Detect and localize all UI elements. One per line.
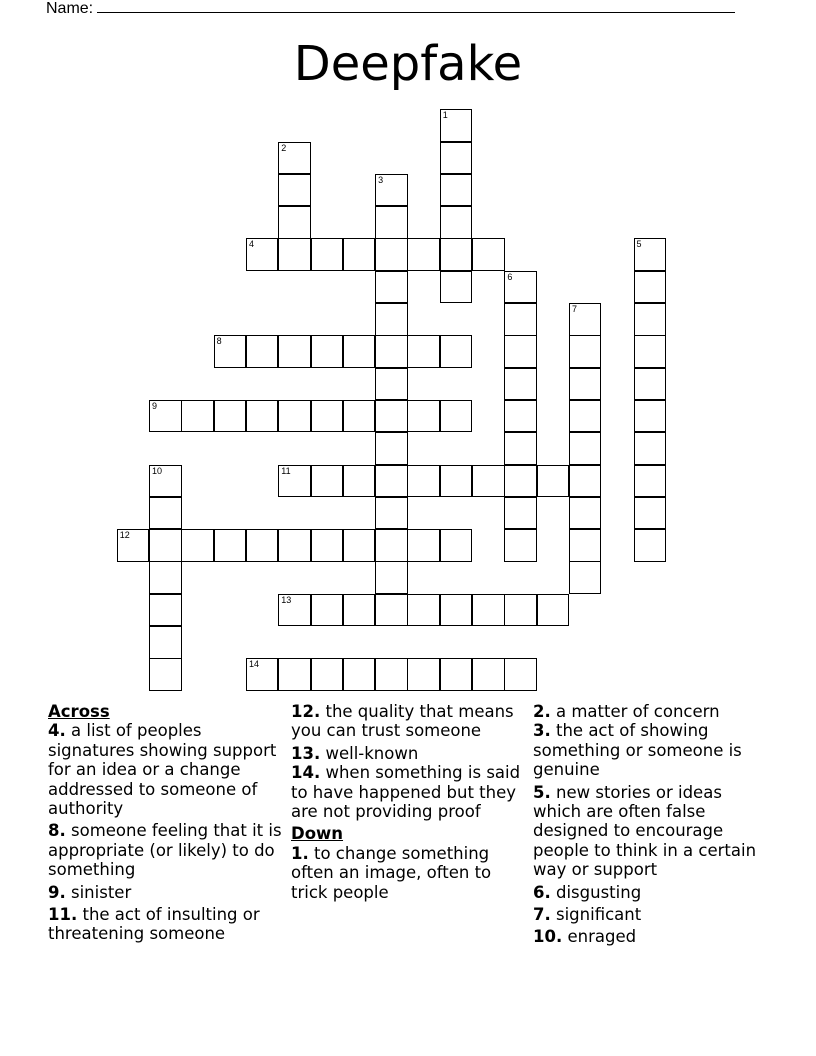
page-title: Deepfake xyxy=(293,36,523,92)
grid-cell[interactable] xyxy=(504,594,537,627)
clue-down-1 xyxy=(291,844,527,902)
clue-number-label: 7 xyxy=(571,304,577,315)
grid-cell[interactable] xyxy=(634,400,667,433)
grid-cell[interactable] xyxy=(149,594,182,627)
clues-column-1 xyxy=(48,702,284,947)
clue-text: to change something often an image, often to trick people xyxy=(291,843,492,902)
grid-cell[interactable] xyxy=(311,335,344,368)
clue-text: the quality that means you can trust someone xyxy=(291,702,514,741)
grid-cell[interactable] xyxy=(149,400,182,433)
clue-across-11 xyxy=(48,905,284,944)
grid-cell[interactable] xyxy=(278,529,311,562)
grid-cell[interactable] xyxy=(214,400,247,433)
grid-cell[interactable] xyxy=(569,335,602,368)
grid-cell[interactable] xyxy=(634,497,667,530)
clue-number-label: 8 xyxy=(216,336,222,347)
grid-cell[interactable] xyxy=(278,400,311,433)
clue-text: enraged xyxy=(567,927,637,947)
grid-cell[interactable] xyxy=(440,594,473,627)
grid-cell[interactable] xyxy=(278,658,311,691)
clue-text: disgusting xyxy=(556,882,642,902)
clue-across-14 xyxy=(291,763,527,821)
grid-cell[interactable] xyxy=(472,594,505,627)
clue-number-label: 4 xyxy=(248,239,254,250)
name-label: Name: xyxy=(46,0,94,17)
clue-number: 12. xyxy=(291,702,321,721)
clue-number: 6. xyxy=(533,882,551,902)
grid-cell[interactable] xyxy=(214,529,247,562)
grid-cell[interactable] xyxy=(375,594,408,627)
grid-cell[interactable] xyxy=(375,335,408,368)
grid-cell[interactable] xyxy=(504,303,537,336)
grid-cell[interactable] xyxy=(634,238,667,271)
clues-column-3 xyxy=(533,702,769,950)
grid-cell[interactable] xyxy=(343,465,376,498)
grid-cell[interactable] xyxy=(375,303,408,336)
grid-cell[interactable] xyxy=(149,465,182,498)
clue-number-label: 11 xyxy=(281,465,291,476)
grid-cell[interactable] xyxy=(278,465,311,498)
clue-number-label: 2 xyxy=(281,142,287,153)
grid-cell[interactable] xyxy=(375,271,408,304)
grid-cell[interactable] xyxy=(278,335,311,368)
grid-cell[interactable] xyxy=(246,400,279,433)
grid-cell[interactable] xyxy=(407,238,440,271)
grid-cell[interactable] xyxy=(311,658,344,691)
grid-cell[interactable] xyxy=(181,400,214,433)
grid-cell[interactable] xyxy=(343,335,376,368)
grid-cell[interactable] xyxy=(278,206,311,239)
grid-cell[interactable] xyxy=(278,594,311,627)
clue-number-label: 12 xyxy=(119,530,130,541)
grid-cell[interactable] xyxy=(311,594,344,627)
grid-cell[interactable] xyxy=(504,368,537,401)
clue-text: the act of insulting or threatening someone xyxy=(48,905,260,944)
grid-cell[interactable] xyxy=(440,271,473,304)
grid-cell[interactable] xyxy=(375,465,408,498)
grid-cell[interactable] xyxy=(117,529,150,562)
clue-down-2 xyxy=(533,702,769,721)
grid-cell[interactable] xyxy=(634,368,667,401)
clue-number: 3. xyxy=(533,721,551,741)
clue-across-4 xyxy=(48,721,284,818)
grid-cell[interactable] xyxy=(634,335,667,368)
clue-text: the act of showing something or someone is genuine xyxy=(533,721,742,780)
clue-number: 2. xyxy=(533,702,551,721)
grid-cell[interactable] xyxy=(407,465,440,498)
grid-cell[interactable] xyxy=(440,142,473,175)
across-heading: Across xyxy=(48,702,110,721)
clue-number: 7. xyxy=(533,905,551,925)
clue-number: 10. xyxy=(533,927,563,947)
clue-text: a matter of concern xyxy=(556,702,720,721)
grid-cell[interactable] xyxy=(440,529,473,562)
grid-cell[interactable] xyxy=(149,626,182,659)
grid-cell[interactable] xyxy=(375,206,408,239)
grid-cell[interactable] xyxy=(440,400,473,433)
grid-cell[interactable] xyxy=(407,594,440,627)
grid-cell[interactable] xyxy=(375,497,408,530)
clue-down-3 xyxy=(533,721,769,779)
grid-cell[interactable] xyxy=(472,465,505,498)
clue-across-9 xyxy=(48,883,284,902)
grid-cell[interactable] xyxy=(504,432,537,465)
grid-cell[interactable] xyxy=(440,174,473,207)
grid-cell[interactable] xyxy=(440,335,473,368)
grid-cell[interactable] xyxy=(537,594,570,627)
grid-cell[interactable] xyxy=(407,400,440,433)
grid-cell[interactable] xyxy=(537,465,570,498)
clue-number-label: 14 xyxy=(248,659,259,670)
grid-cell[interactable] xyxy=(407,335,440,368)
grid-cell[interactable] xyxy=(440,658,473,691)
clue-number-label: 1 xyxy=(442,110,448,121)
clue-number-label: 3 xyxy=(378,174,384,185)
grid-cell[interactable] xyxy=(440,109,473,142)
grid-cell[interactable] xyxy=(311,529,344,562)
grid-cell[interactable] xyxy=(343,658,376,691)
grid-cell[interactable] xyxy=(440,465,473,498)
clue-number: 1. xyxy=(291,843,309,863)
grid-cell[interactable] xyxy=(149,658,182,691)
grid-cell[interactable] xyxy=(569,303,602,336)
grid-cell[interactable] xyxy=(278,238,311,271)
grid-cell[interactable] xyxy=(569,497,602,530)
grid-cell[interactable] xyxy=(246,658,279,691)
clue-number-label: 10 xyxy=(152,465,163,476)
clue-across-13 xyxy=(291,744,527,763)
grid-cell[interactable] xyxy=(375,529,408,562)
grid-cell[interactable] xyxy=(634,465,667,498)
grid-cell[interactable] xyxy=(569,465,602,498)
clue-text: sinister xyxy=(71,882,132,902)
clue-text: a list of peoples signatures showing support for an idea or a change addressed to someone of authority xyxy=(48,721,277,819)
grid-cell[interactable] xyxy=(375,368,408,401)
grid-cell[interactable] xyxy=(375,432,408,465)
grid-cell[interactable] xyxy=(569,432,602,465)
clue-number: 14. xyxy=(291,763,321,783)
grid-cell[interactable] xyxy=(407,658,440,691)
clue-number-label: 13 xyxy=(281,594,292,605)
grid-cell[interactable] xyxy=(569,400,602,433)
clue-text: when something is said to have happened but they are not providing proof xyxy=(291,763,521,822)
clues-column-2 xyxy=(291,702,527,905)
clue-down-10 xyxy=(533,927,769,946)
clue-number: 9. xyxy=(48,882,66,902)
clue-number: 8. xyxy=(48,821,66,841)
clue-down-6 xyxy=(533,883,769,902)
grid-cell[interactable] xyxy=(311,238,344,271)
grid-cell[interactable] xyxy=(504,658,537,691)
grid-cell[interactable] xyxy=(634,271,667,304)
grid-cell[interactable] xyxy=(375,174,408,207)
grid-cell[interactable] xyxy=(440,238,473,271)
clue-down-7 xyxy=(533,905,769,924)
grid-cell[interactable] xyxy=(375,400,408,433)
grid-cell[interactable] xyxy=(343,400,376,433)
grid-cell[interactable] xyxy=(246,238,279,271)
grid-cell[interactable] xyxy=(214,335,247,368)
clue-down-5 xyxy=(533,783,769,880)
clue-text: well-known xyxy=(325,743,419,763)
grid-cell[interactable] xyxy=(504,465,537,498)
grid-cell[interactable] xyxy=(472,658,505,691)
grid-cell[interactable] xyxy=(375,238,408,271)
grid-cell[interactable] xyxy=(407,529,440,562)
grid-cell[interactable] xyxy=(149,497,182,530)
grid-cell[interactable] xyxy=(504,497,537,530)
grid-cell[interactable] xyxy=(569,529,602,562)
clue-number-label: 9 xyxy=(152,400,158,411)
grid-cell[interactable] xyxy=(343,529,376,562)
clue-number: 5. xyxy=(533,782,551,802)
grid-cell[interactable] xyxy=(504,400,537,433)
grid-cell[interactable] xyxy=(149,561,182,594)
clue-text: someone feeling that it is appropriate (or likely) to do something xyxy=(48,821,282,880)
grid-cell[interactable] xyxy=(246,529,279,562)
grid-cell[interactable] xyxy=(278,142,311,175)
grid-cell[interactable] xyxy=(634,529,667,562)
grid-cell[interactable] xyxy=(504,529,537,562)
clue-number-label: 5 xyxy=(636,239,642,250)
clue-across-12 xyxy=(291,702,527,741)
clue-text: significant xyxy=(556,905,642,925)
grid-cell[interactable] xyxy=(569,561,602,594)
clue-number: 13. xyxy=(291,743,321,763)
grid-cell[interactable] xyxy=(343,238,376,271)
grid-cell[interactable] xyxy=(634,432,667,465)
clue-across-8 xyxy=(48,821,284,879)
grid-cell[interactable] xyxy=(149,529,182,562)
grid-cell[interactable] xyxy=(246,335,279,368)
grid-cell[interactable] xyxy=(343,594,376,627)
grid-cell[interactable] xyxy=(504,271,537,304)
down-heading: Down xyxy=(291,824,344,844)
grid-cell[interactable] xyxy=(278,174,311,207)
grid-cell[interactable] xyxy=(634,303,667,336)
grid-cell[interactable] xyxy=(375,658,408,691)
clue-number: 4. xyxy=(48,721,66,741)
grid-cell[interactable] xyxy=(181,529,214,562)
clue-number: 11. xyxy=(48,905,78,925)
grid-cell[interactable] xyxy=(504,335,537,368)
grid-cell[interactable] xyxy=(375,561,408,594)
grid-cell[interactable] xyxy=(440,206,473,239)
clue-text: new stories or ideas which are often false designed to encourage people to think in a certain way or support xyxy=(533,782,757,880)
grid-cell[interactable] xyxy=(569,368,602,401)
grid-cell[interactable] xyxy=(311,400,344,433)
clue-number-label: 6 xyxy=(507,271,513,282)
grid-cell[interactable] xyxy=(311,465,344,498)
grid-cell[interactable] xyxy=(472,238,505,271)
